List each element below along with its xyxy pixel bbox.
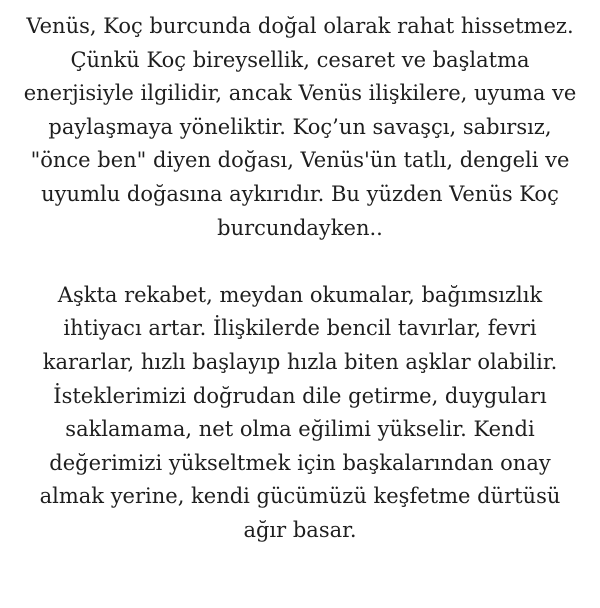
text-line: Çünkü Koç bireysellik, cesaret ve başlatma: [70, 47, 530, 72]
paragraph-love-effects: [6, 279, 594, 548]
text-line: ağır basar.: [243, 517, 357, 542]
paragraph-spacer: [6, 245, 594, 279]
text-line: Aşkta rekabet, meydan okumalar, bağımsızlık: [57, 282, 543, 307]
text-line: değerimizi yükseltmek için başkalarından onay: [49, 450, 551, 475]
text-line: İsteklerimizi doğrudan dile getirme, duyguları: [53, 383, 547, 408]
text-line: saklamama, net olma eğilimi yükselir. Kendi: [65, 417, 535, 442]
text-line: ihtiyacı artar. İlişkilerde bencil tavırlar, fevri: [63, 316, 537, 341]
text-line: burcundayken..: [217, 215, 383, 240]
text-line: Venüs, Koç burcunda doğal olarak rahat hissetmez.: [26, 14, 574, 38]
paragraph-venus-in-aries: [6, 10, 594, 245]
text-line: almak yerine, kendi gücümüzü keşfetme dürtüsü: [39, 484, 561, 509]
text-line: enerjisiyle ilgilidir, ancak Venüs ilişkilere, uyuma ve: [23, 81, 577, 106]
text-line: paylaşmaya yöneliktir. Koç’un savaşçı, sabırsız,: [48, 114, 552, 139]
text-line: "önce ben" diyen doğası, Venüs'ün tatlı, dengeli ve: [30, 148, 570, 173]
text-line: uyumlu doğasına aykırıdır. Bu yüzden Venüs Koç: [41, 181, 559, 206]
text-line: kararlar, hızlı başlayıp hızla biten aşklar olabilir.: [42, 349, 558, 374]
